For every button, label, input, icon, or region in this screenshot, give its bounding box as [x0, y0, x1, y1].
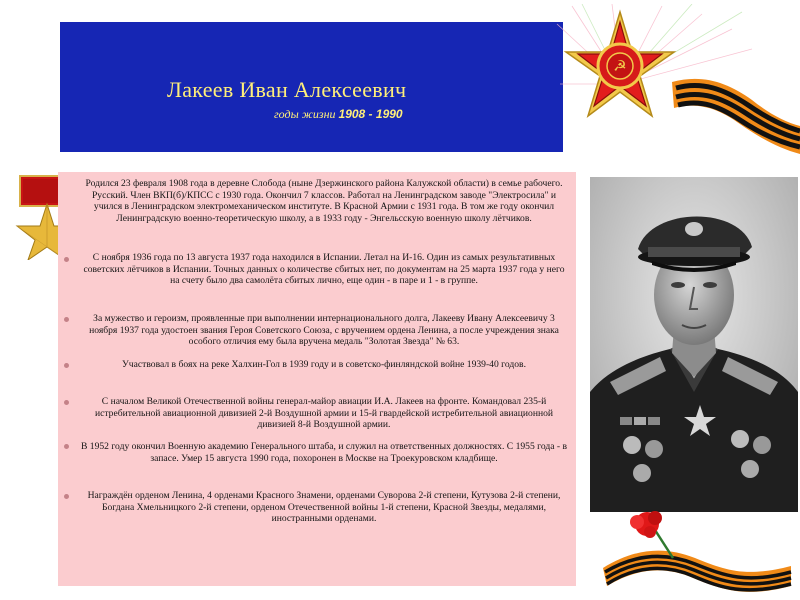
bullet-icon — [64, 317, 69, 322]
bullet-icon — [64, 257, 69, 262]
paragraph-5: С началом Великой Отечественной войны генерал-майор авиации И.А. Лакеев на фронте. Командовал 235-й истребительной авиационной дивизией 2-й Воздушной армии и 15-й гвардейской истребительной авиационной дивизией 8-й Воздушной армии. — [94, 396, 554, 431]
order-patriotic-war-icon — [552, 4, 800, 166]
years-label: годы жизни — [274, 107, 336, 121]
svg-text:☭: ☭ — [613, 57, 627, 75]
paragraph-6: В 1952 году окончил Военную академию Генерального штаба, и служил на ответственных должностях. С 1955 года - в запасе. Умер 15 августа 1990 года, похоронен в Москве на Троекуровском кладбище. — [80, 441, 568, 464]
paragraph-7: Награждён орденом Ленина, 4 орденами Красного Знамени, орденами Суворова 2-й степени, Кутузова 2-й степени, Богдана Хмельницкого 2-й степени, орденом Отечественной войны 1-й степени, Красной Звезды, медалями, иностранными орденами. — [87, 490, 561, 525]
life-years — [274, 107, 403, 122]
biography-panel — [58, 172, 576, 586]
bullet-icon — [64, 400, 69, 405]
portrait-photo — [590, 177, 798, 512]
carnation-ribbon-icon — [595, 508, 795, 598]
paragraph-4: Участвовал в боях на реке Халхин-Гол в 1939 году и в советско-финляндской войне 1939-40 годов. — [122, 359, 526, 370]
person-name: Лакеев Иван Алексеевич — [167, 77, 407, 102]
paragraph-2: С ноября 1936 года по 13 августа 1937 года находился в Испании. Летал на И-16. Один из самых результативных советских лётчиков в Испании. Точных данных о количестве сбитых нет, по документам на 25 марта 1937 года у него на счету было два самолёта сбитых лично, еще один - в паре и 1 - в группе. — [83, 252, 565, 287]
years-value: 1908 - 1990 — [338, 107, 403, 121]
paragraph-3: За мужество и героизм, проявленные при выполнении интернационального долга, Лакееву Ивану Алексеевичу 3 ноября 1937 года удостоен звания Героя Советского Союза, с вручением ордена Ленина, а после учреждения знака особого отличия ему была вручена медаль "Золотая Звезда" № 63. — [89, 313, 559, 348]
paragraph-1: Родился 23 февраля 1908 года в деревне Слобода (ныне Дзержинского района Калужской области) в семье рабочего. Русский. Член ВКП(б)/КПСС с 1930 года. Окончил 7 классов. Работал на Ленинградском заводе "Электросила" и учился в Ленинградском электромеханическом институте. В Красной Армии с 1931 года. В том же году окончил Ленинградскую военно-теоретическую школу, а в 1933 году - Энгельсскую военную школу лётчиков. — [85, 178, 563, 224]
bullet-icon — [64, 444, 69, 449]
header-banner — [60, 22, 563, 152]
bullet-icon — [64, 363, 69, 368]
bullet-icon — [64, 494, 69, 499]
